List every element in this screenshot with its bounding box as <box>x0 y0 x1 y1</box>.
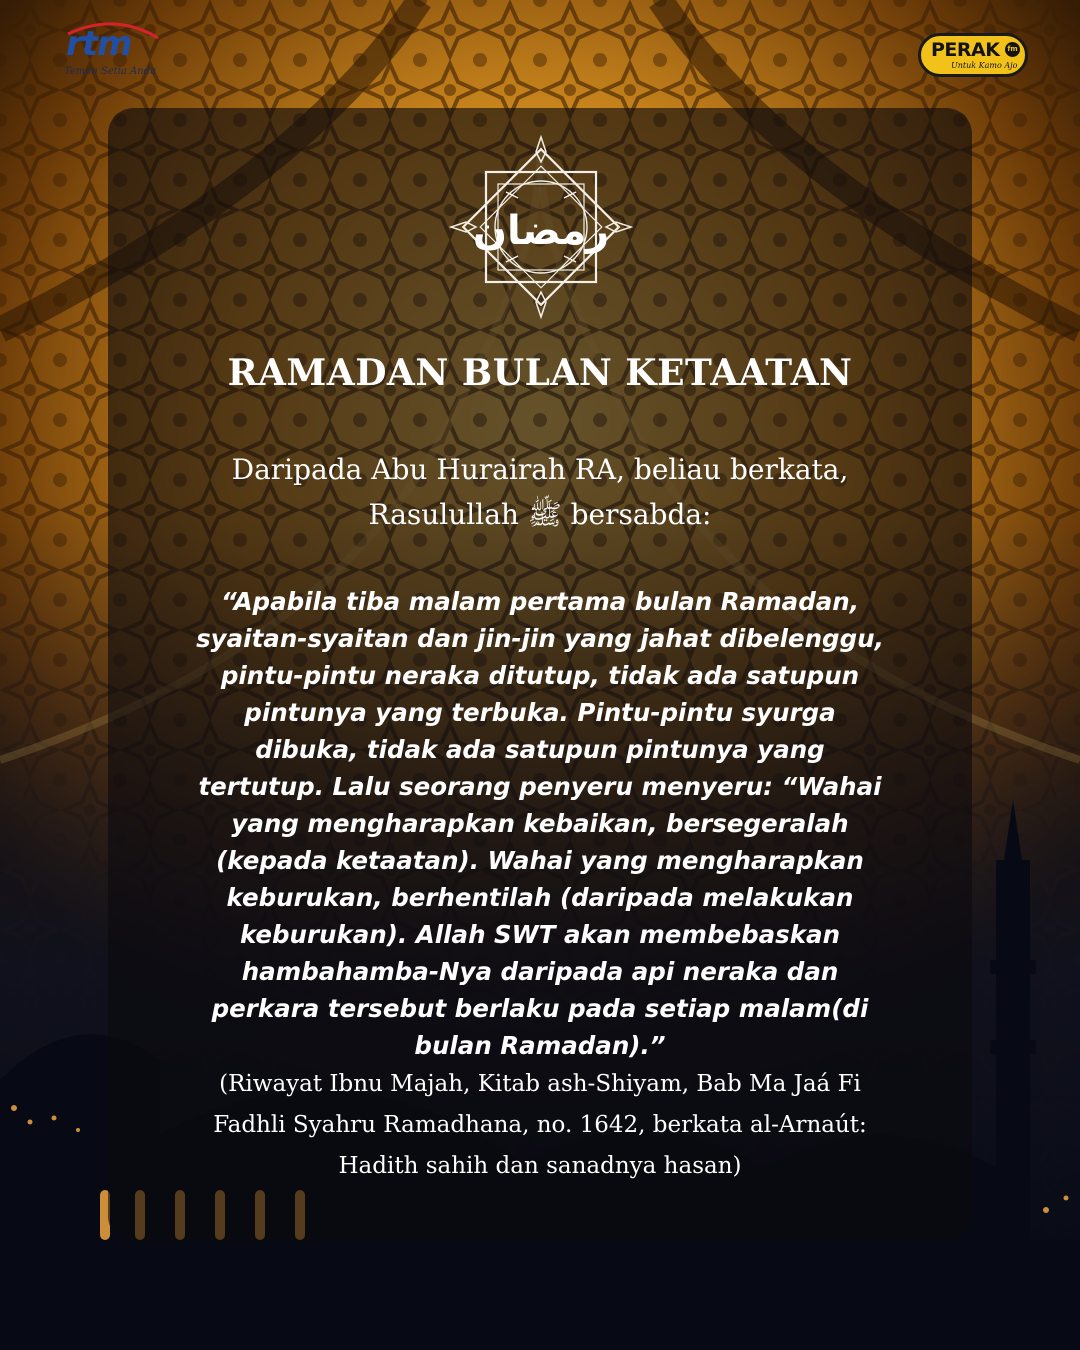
perak-tagline: Untuk Kamo Ajo <box>951 61 1018 70</box>
calligraphy-text: رمضان <box>472 208 610 254</box>
perak-fm-badge: fm <box>1005 42 1020 57</box>
hadith-quote: “Apabila tiba malam pertama bulan Ramadan, syaitan-syaitan dan jin-jin yang jahat dibelenggu, pintu-pintu neraka ditutup, tidak ada satupun pintunya yang terbuka. Pintu-pintu syurga dibuka, tidak ada satupun pintunya yang tertutup. Lalu seorang penyeru menyeru: “Wahai yang mengharapkan kebaikan, bersegeralah (kepada ketaatan). Wahai yang mengharapkan keburukan, berhentilah (daripada melakukan keburukan). Allah SWT akan membebaskan hambahamba-Nya daripada api neraka dan perkara tersebut berlaku pada setiap malam(di bulan Ramadan).” <box>196 587 884 1060</box>
ramadan-star-emblem-icon <box>446 132 636 322</box>
page-title: RAMADAN BULAN KETAATAN <box>227 352 853 394</box>
hadith-source-citation: (Riwayat Ibnu Majah, Kitab ash-Shiyam, Bab Ma Jaá Fi Fadhli Syahru Ramadhana, no. 1642, berkata al-Arnaút: Hadith sahih dan sanadnya hasan) <box>213 1071 867 1179</box>
rtm-wordmark: rtm <box>66 24 132 64</box>
perak-fm-logo <box>918 33 1028 77</box>
perak-wordmark: PERAK <box>931 39 1000 61</box>
intro-text: Daripada Abu Hurairah RA, beliau berkata, Rasulullah ﷺ bersabda: <box>231 453 849 531</box>
rtm-tagline: Teman Setia Anda <box>64 66 157 77</box>
rtm-logo <box>60 18 170 88</box>
